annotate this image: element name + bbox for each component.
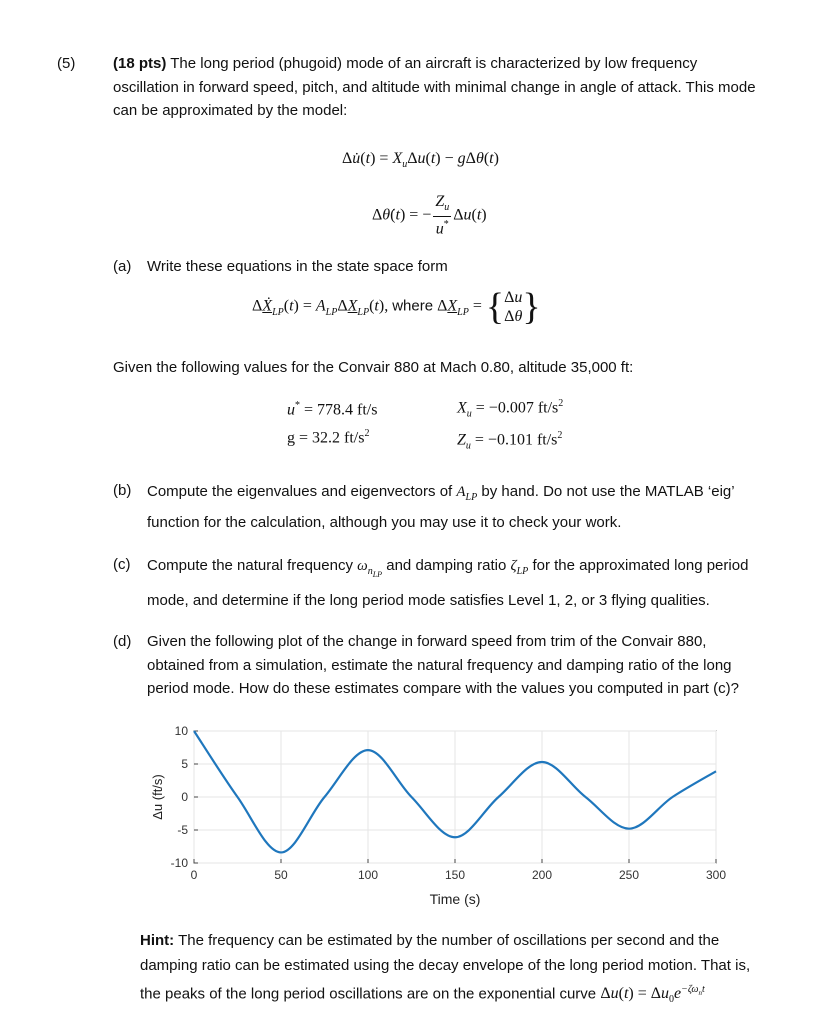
part-c-label: (c): [113, 556, 131, 573]
problem-intro: [113, 52, 763, 123]
x-tick-label: 250: [618, 868, 640, 882]
hint-label: Hint:: [140, 932, 175, 949]
part-c-text: Compute the natural frequency $\omega_{n_{LP}}$ and damping ratio $\zeta_{LP}$ for the approximated long period mode, and determine if the long period mode satisfies Level 1, 2, or 3 flying qualities.: [147, 557, 749, 609]
y-tick-label: 10: [174, 724, 188, 738]
where-text: where: [392, 297, 434, 315]
y-axis-label: Δu (ft/s): [150, 774, 165, 820]
y-tick-label: 0: [181, 790, 188, 804]
zu-value: = −0.101 ft/s: [474, 431, 558, 449]
part-d-text: Given the following plot of the change in forward speed from trim of the Convair 880, obtained from a simulation, estimate the natural frequency and damping ratio of the long period mode. How do these estimates compare with the values you computed in part (c)?: [147, 633, 739, 697]
points-label: (18 pts): [113, 55, 167, 72]
state-space-equation: ΔẊ$_{LP}$(t) = $A_{LP}\Delta X_{LP}(t)$, where $\Delta X_{LP}$ = { Δu Δθ }: [252, 286, 541, 328]
part-b-label: (b): [113, 482, 132, 499]
x-tick-label: 0: [190, 868, 198, 882]
xu-value: = −0.007 ft/s: [475, 399, 559, 417]
x-tick-label: 100: [357, 868, 379, 882]
part-a-text: Write these equations in the state space form: [147, 258, 448, 275]
g-value: g = 32.2 ft/s: [287, 429, 365, 447]
intro-text: The long period (phugoid) mode of an aircraft is characterized by low frequency oscillation in forward speed, pitch, and altitude with minimal change in angle of attack. This mode can be approximated by the model:: [113, 55, 756, 119]
u-star-value: = 778.4 ft/s: [304, 401, 378, 419]
x-tick-label: 150: [444, 868, 466, 882]
value-zu: $Z_u = -0.101$ $ft/s^2$: [457, 430, 563, 452]
value-u-star: u* = 778.4 ft/s: [287, 400, 378, 419]
y-tick-label: 5: [181, 757, 188, 771]
x-axis-label: Time (s): [429, 891, 481, 907]
given-text: Given the following values for the Convair 880 at Mach 0.80, altitude 35,000 ft:: [113, 359, 634, 376]
x-tick-label: 200: [531, 868, 553, 882]
part-a-label: (a): [113, 258, 132, 275]
y-tick-label: -10: [170, 856, 188, 870]
part-d-label: (d): [113, 633, 132, 650]
value-g: g = 32.2 $ft/s^2$: [287, 428, 370, 447]
y-tick-label: -5: [177, 823, 188, 837]
equation-2: Δθ̇(t) = − $\frac{Z_u}{u^*}$ Δu(t): [372, 193, 487, 238]
problem-number: (5): [57, 55, 76, 72]
speed-change-chart: [130, 724, 730, 914]
equation-1: Δu̇(t) = $X_u\Delta u(t) - g\Delta\theta(t)$: [342, 150, 499, 171]
x-tick-label: 50: [274, 868, 288, 882]
decay-envelope-equation: $\Delta u(t) = \Delta u_0e^{-\zeta\omega_nt}$: [600, 984, 705, 1006]
hint-text: The frequency can be estimated by the number of oscillations per second and the damping ratio can be estimated using the decay envelope of the long period motion. That is, the peaks of the long period oscillations are on the exponential curve: [140, 932, 751, 1003]
hint-block: [140, 929, 765, 1013]
part-b-text: Compute the eigenvalues and eigenvectors of $A_{LP}$ by hand. Do not use the MATLAB ‘eig’ function for the calculation, although you may use it to check your work.: [147, 483, 735, 531]
value-xu: $X_u = -0.007$ $ft/s^2$: [457, 398, 564, 420]
x-tick-label: 300: [705, 868, 727, 882]
